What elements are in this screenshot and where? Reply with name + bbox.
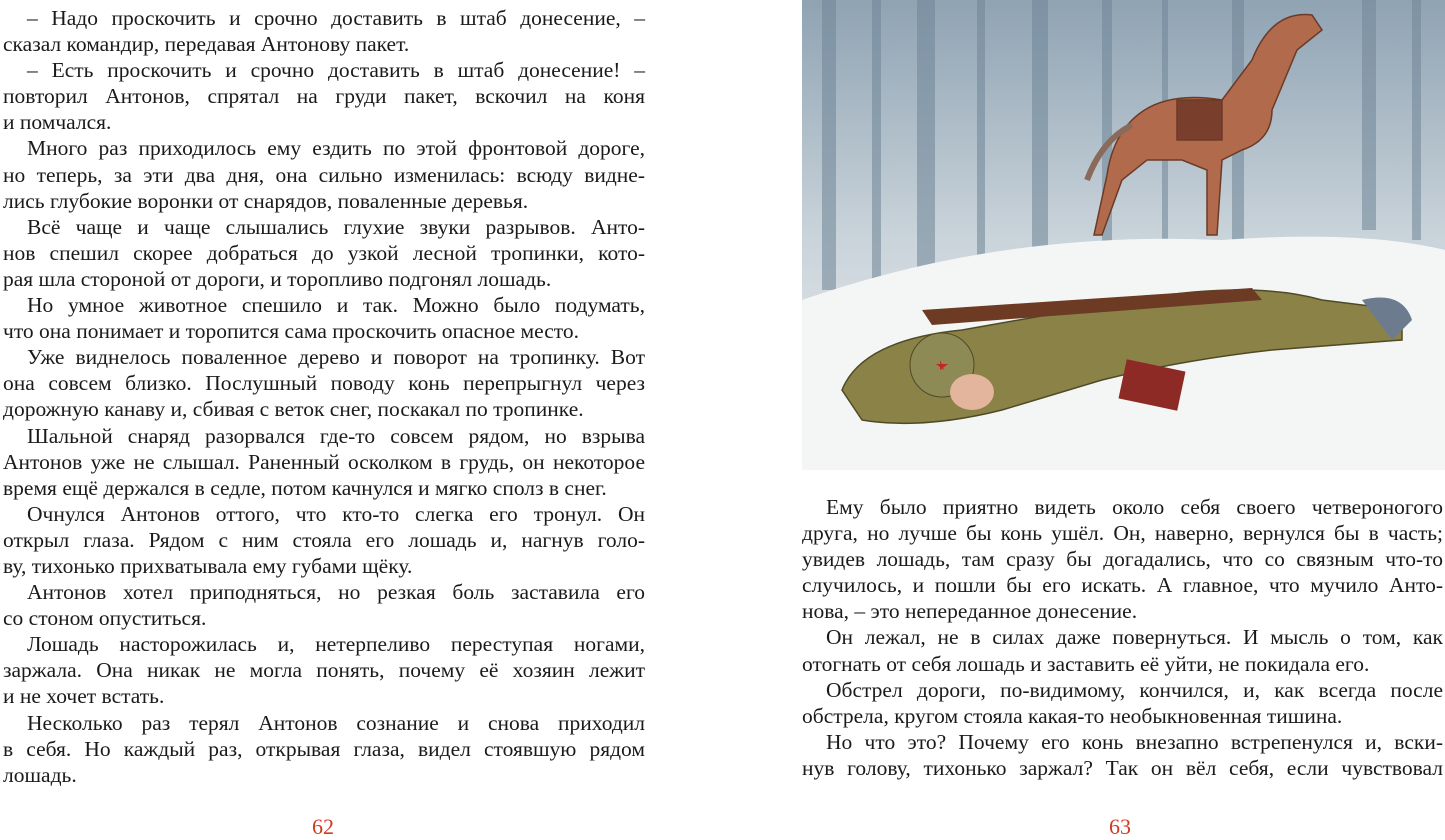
text-line: рая шла стороной от дороги, и торопливо подгонял лошадь.: [3, 266, 552, 291]
text-line: лошадь.: [3, 762, 77, 787]
text-line: заржала. Она никак не могла понять, почему её хозяин лежит: [3, 658, 645, 683]
text-line: открыл глаза. Рядом с ним стояла его лошадь и, нагнув голо-: [3, 527, 645, 552]
text-line: друга, но лучше бы конь ушёл. Он, наверно, вернулся бы в часть;: [802, 521, 1443, 546]
paragraph: [3, 344, 645, 422]
paragraph: [3, 579, 645, 631]
text-line: Он лежал, не в силах даже повернуться. И мысль о том, как: [826, 625, 1443, 650]
text-line: Антонов хотел приподняться, но резкая боль заставила его: [27, 580, 645, 605]
text-line: она совсем близко. Послушный поводу конь перепрыгнул через: [3, 371, 645, 396]
text-line: Обстрел дороги, по-видимому, кончился, и, как всегда после: [826, 677, 1443, 702]
paragraph: [3, 57, 645, 135]
text-line: Всё чаще и чаще слышались глухие звуки разрывов. Анто-: [27, 214, 645, 239]
text-line: Несколько раз терял Антонов сознание и снова приходил: [27, 710, 645, 735]
text-line: ву, тихонько прихватывала ему губами щёку.: [3, 553, 413, 578]
text-line: лись глубокие воронки от снарядов, поваленные деревья.: [3, 188, 529, 213]
text-line: нов спешил скорее добраться до узкой лесной тропинки, кото-: [3, 240, 645, 265]
text-line: и не хочет встать.: [3, 684, 165, 709]
text-line: обстрела, кругом стояла какая-то необыкновенная тишина.: [802, 703, 1343, 728]
left-page-text: [3, 5, 645, 788]
paragraph: [3, 631, 645, 709]
text-line: сказал командир, передавая Антонову пакет.: [3, 32, 410, 57]
paragraph: [802, 624, 1443, 676]
paragraph: [3, 292, 645, 344]
right-page-text: [802, 494, 1443, 781]
text-line: повторил Антонов, спрятал на груди пакет, вскочил на коня: [3, 84, 645, 109]
page-number-right: 63: [1109, 814, 1131, 839]
illustration-wounded-soldier-and-horse: [802, 0, 1445, 470]
paragraph: [802, 494, 1443, 624]
text-line: со стоном опуститься.: [3, 606, 207, 631]
page-number-left: 62: [312, 814, 334, 839]
paragraph: [3, 135, 645, 213]
text-line: Лошадь насторожилась и, нетерпеливо переступая ногами,: [27, 632, 645, 657]
text-line: увидев лошадь, там сразу бы догадались, что со связным что-то: [802, 547, 1443, 572]
text-line: Ему было приятно видеть около себя своего четвероногого: [826, 495, 1443, 519]
text-line: Но умное животное спешило и так. Можно было подумать,: [27, 293, 645, 318]
text-line: время ещё держался в седле, потом качнулся и мягко сполз в снег.: [3, 475, 607, 500]
text-line: нув голову, тихонько заржал? Так он вёл себя, если чувствовал: [802, 755, 1443, 780]
text-line: дорожную канаву и, сбивая с веток снег, поскакал по тропинке.: [3, 397, 584, 422]
text-line: – Надо проскочить и срочно доставить в штаб донесение, –: [27, 6, 645, 30]
text-line: Очнулся Антонов оттого, что кто-то слегка его тронул. Он: [27, 501, 645, 526]
text-line: отогнать от себя лошадь и заставить её уйти, не покидала его.: [802, 651, 1370, 676]
text-line: что она понимает и торопится сама проскочить опасное место.: [3, 319, 580, 344]
text-line: нова, – это непереданное донесение.: [802, 599, 1138, 624]
paragraph: [3, 423, 645, 501]
paragraph: [802, 729, 1443, 781]
paragraph: [802, 677, 1443, 729]
text-line: случилось, и пошли бы его искать. А главное, что мучило Анто-: [802, 573, 1443, 598]
text-line: Уже виднелось поваленное дерево и поворот на тропинку. Вот: [27, 345, 645, 370]
paragraph: [3, 5, 645, 57]
text-line: Много раз приходилось ему ездить по этой фронтовой дороге,: [27, 136, 645, 161]
text-line: – Есть проскочить и срочно доставить в штаб донесение! –: [27, 58, 645, 83]
text-line: и помчался.: [3, 110, 112, 135]
text-line: Шальной снаряд разорвался где-то совсем рядом, но взрыва: [27, 423, 645, 448]
paragraph: [3, 710, 645, 788]
text-line: Антонов уже не слышал. Раненный осколком в грудь, он некоторое: [3, 449, 645, 474]
paragraph: [3, 214, 645, 292]
text-line: но теперь, за эти два дня, она сильно изменилась: всюду видне-: [3, 162, 645, 187]
paragraph: [3, 501, 645, 579]
text-line: в себя. Но каждый раз, открывая глаза, видел стоявшую рядом: [3, 736, 645, 761]
text-line: Но что это? Почему его конь внезапно встрепенулся и, вски-: [826, 729, 1443, 754]
